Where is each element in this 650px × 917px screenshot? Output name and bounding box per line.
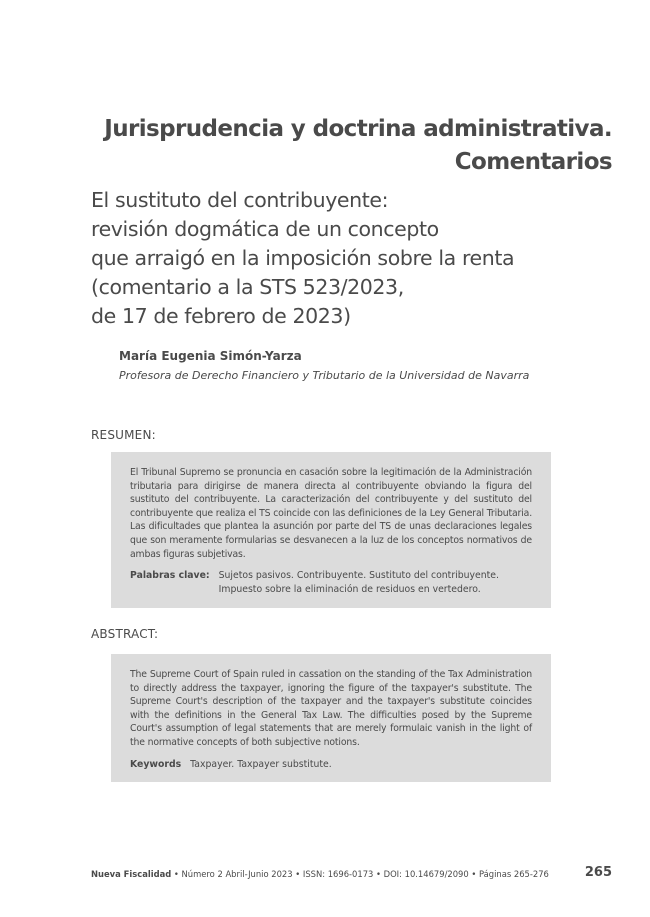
abstract-text: The Supreme Court of Spain ruled in cassation on the standing of the Tax Administration to directly address the taxpayer, ignoring the figure of the taxpayer's substitute. The Supreme Court's description of the taxpayer and the taxpayer's substitute coincides with the definitions in the General Tax Law. The difficulties posed by the Supreme Court's assumption of legal statements that are merely formulaic vanish in the light of the normative concepts of both subjective notions. [130,669,532,748]
abstract-label: ABSTRACT: [91,627,159,641]
article-title-line: que arraigó en la imposición sobre la renta [91,246,515,270]
journal-name: Nueva Fiscalidad [91,869,172,879]
section-heading-line-2: Comentarios [454,149,612,175]
article-title-line: El sustituto del contribuyente: [91,188,389,212]
article-title-line: revisión dogmática de un concepto [91,217,439,241]
keywords-value: Sujetos pasivos. Contribuyente. Sustituto del contribuyente. Impuesto sobre la eliminación de residuos en vertedero. [218,570,499,595]
article-title-line: de 17 de febrero de 2023) [91,304,351,328]
resumen-label: RESUMEN: [91,428,156,442]
author-affiliation: Profesora de Derecho Financiero y Tributario de la Universidad de Navarra [119,369,530,382]
article-title-line: (comentario a la STS 523/2023, [91,275,404,299]
keywords-label: Palabras clave: [130,570,210,582]
section-heading-line-1: Jurisprudencia y doctrina administrativa. [104,116,612,142]
keywords-label: Keywords [130,758,182,770]
footer-citation [91,869,549,879]
article-title [91,186,611,331]
abstract-box [111,654,551,782]
resumen-keywords [130,569,532,596]
abstract-keywords [130,758,532,772]
page-number: 265 [584,865,612,880]
keywords-value: Taxpayer. Taxpayer substitute. [190,758,332,770]
author-name: María Eugenia Simón-Yarza [119,349,302,363]
citation-details: • Número 2 Abril-Junio 2023 • ISSN: 1696-0173 • DOI: 10.14679/2090 • Páginas 265-276 [171,869,549,879]
section-heading [104,113,612,179]
resumen-box [111,452,551,608]
resumen-text: El Tribunal Supremo se pronuncia en casación sobre la legitimación de la Administración tributaria para dirigirse de manera directa al contribuyente obviando la figura del sustituto del contribuyente. La caracterización del contribuyente y del sustituto del contribuyente que realiza el TS coincide con las definiciones de la Ley General Tributaria. Las dificultades que plantea la asunción por parte del TS de unas declaraciones legales que son meramente formularias se desvanecen a la luz de los conceptos normativos de ambas figuras subjetivas. [130,467,532,560]
